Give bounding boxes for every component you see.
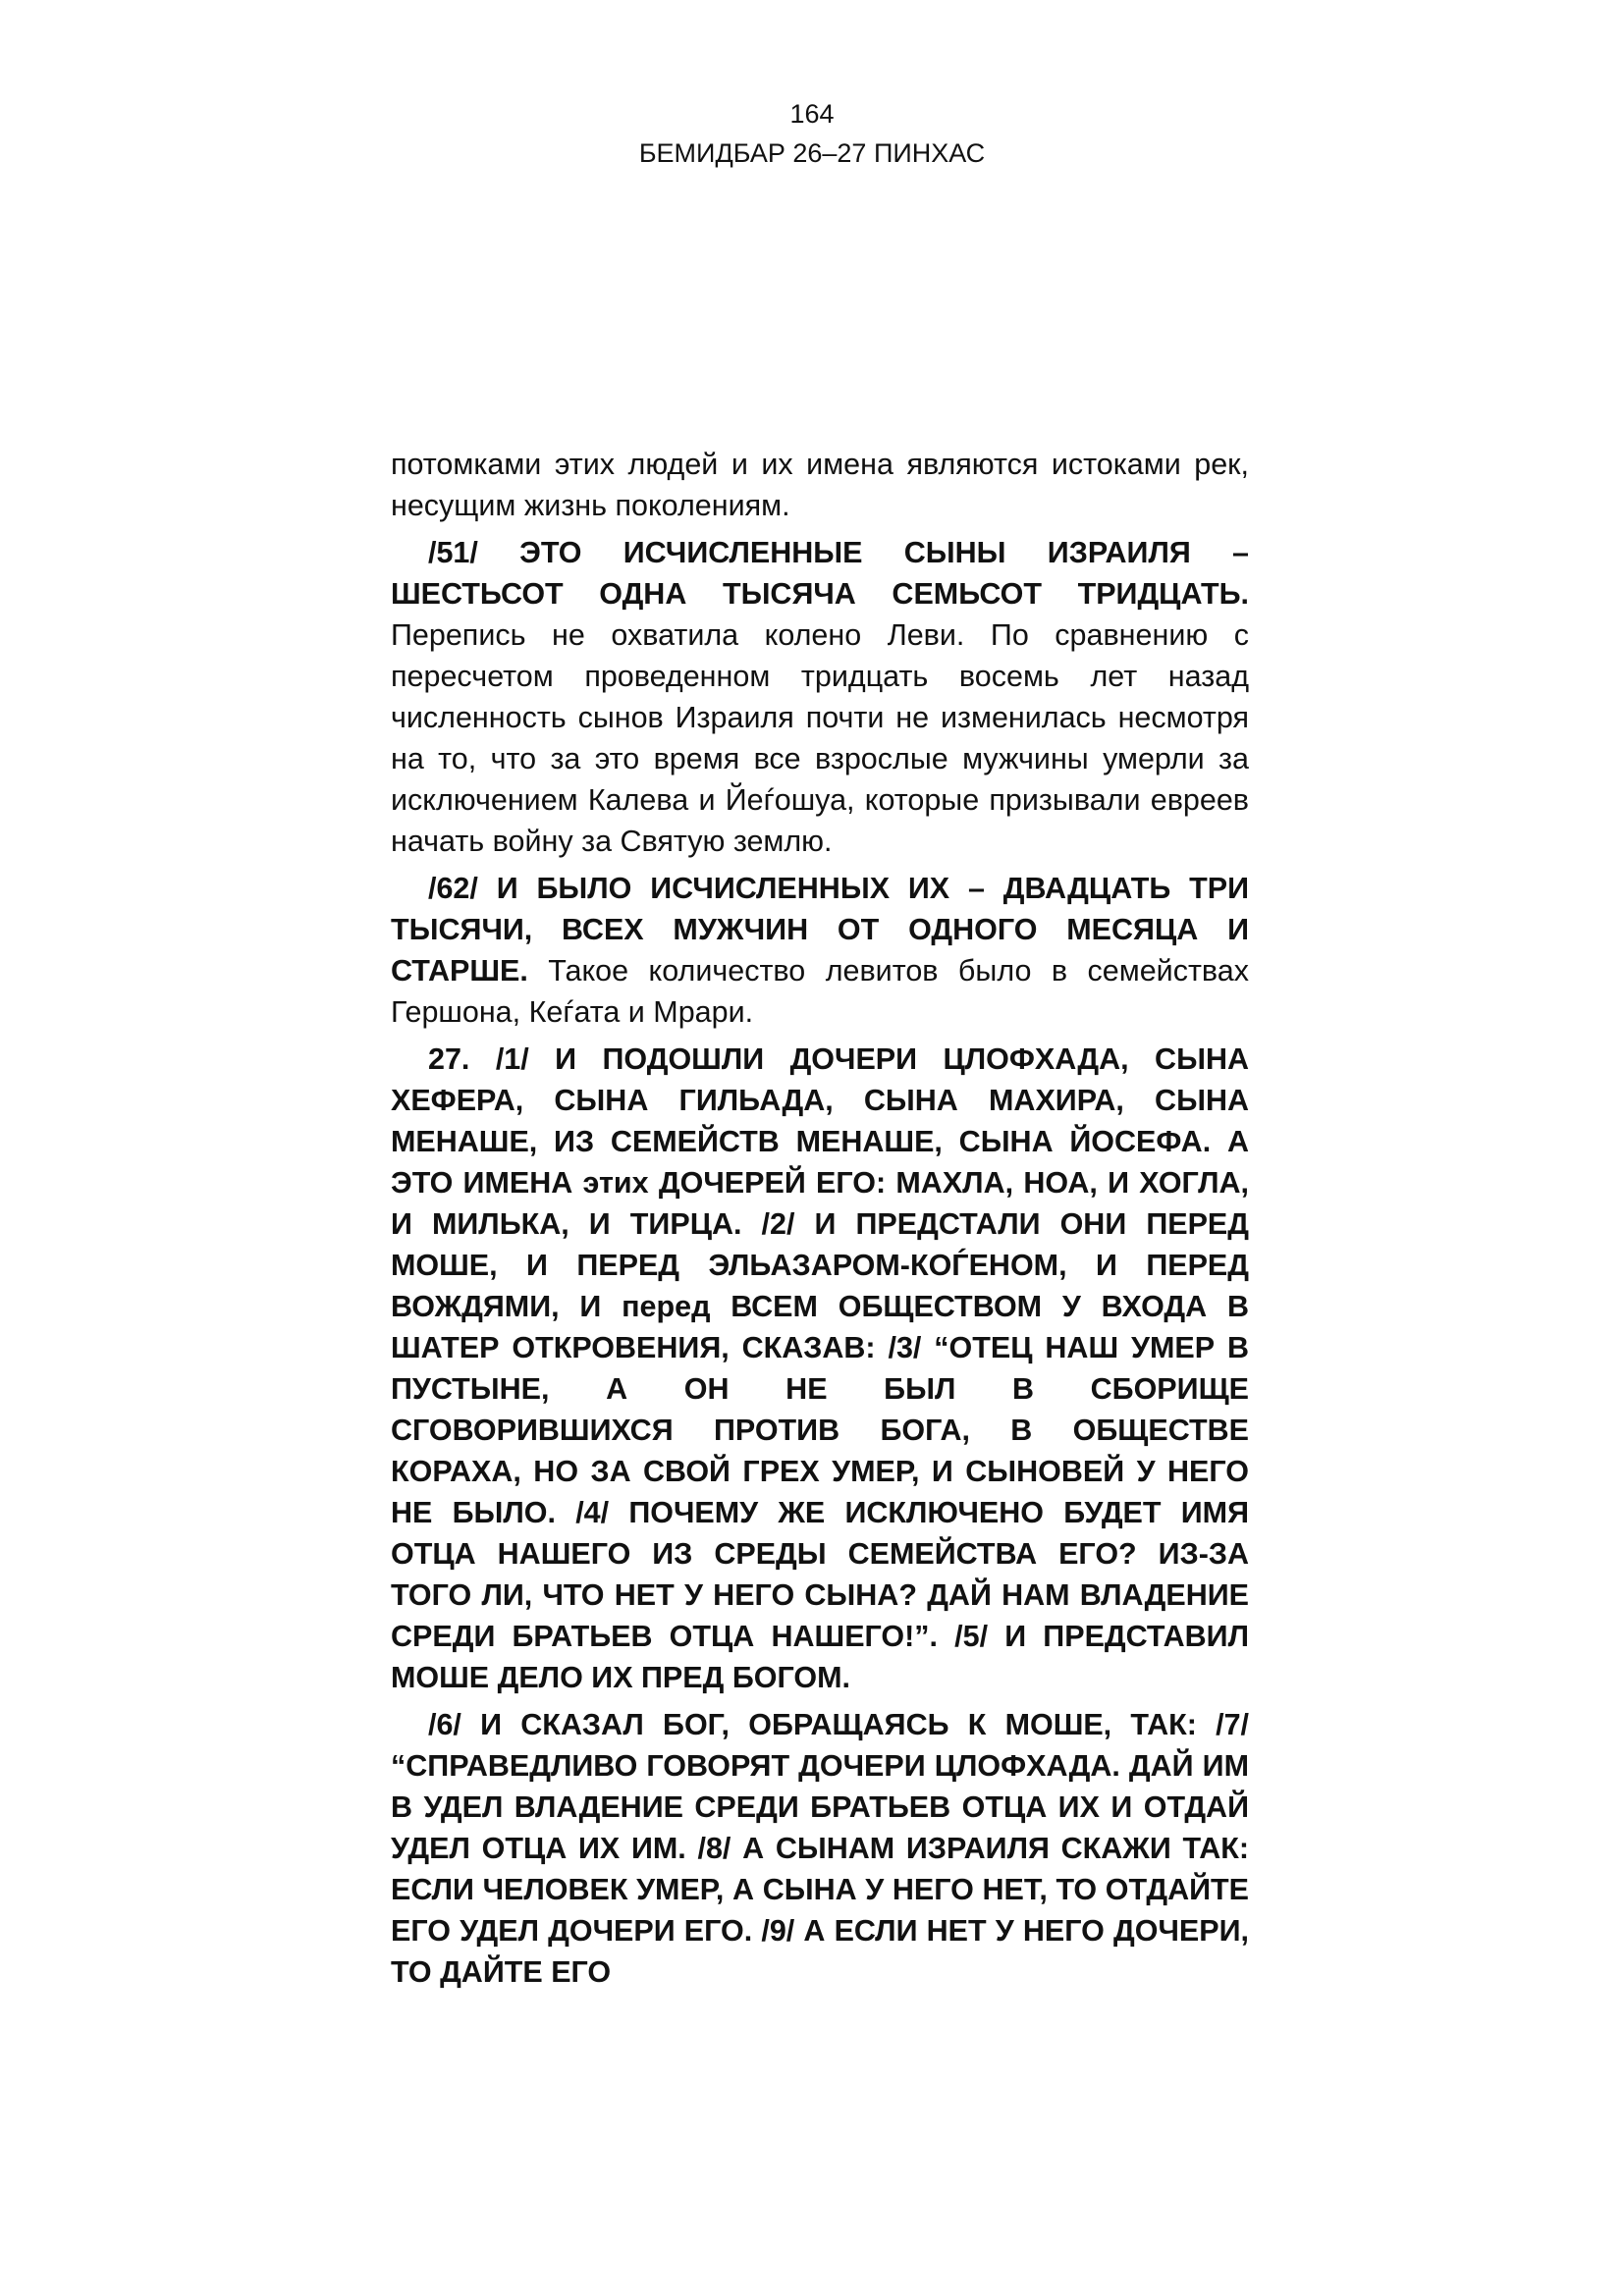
paragraph-verse-6 xyxy=(391,1704,1249,1993)
running-title: БЕМИДБАР 26–27 ПИНХАС xyxy=(638,138,986,168)
body-text xyxy=(391,444,1249,1999)
paragraph-verse-62 xyxy=(391,868,1249,1033)
paragraph-plain-text: потомками этих людей и их имена являются истоками рек, несущим жизнь поколениям. xyxy=(391,448,1249,522)
verse-text-bold: /6/ И СКАЗАЛ БОГ, ОБРАЩАЯСЬ К МОШЕ, ТАК: /7/ “СПРАВЕДЛИВО ГОВОРЯТ ДОЧЕРИ ЦЛОФХАДА. ДАЙ ИМ В УДЕЛ ВЛАДЕНИЕ СРЕДИ БРАТЬЕВ ОТЦА ИХ И ОТДАЙ УДЕЛ ОТЦА ИХ ИМ. /8/ А СЫНАМ ИЗРАИЛЯ СКАЖИ ТАК: ЕСЛИ ЧЕЛОВЕК УМЕР, А СЫНА У НЕГО НЕТ, ТО ОТДАЙТЕ ЕГО УДЕЛ ДОЧЕРИ ЕГО. /9/ А ЕСЛИ НЕТ У НЕГО ДОЧЕРИ, ТО ДАЙТЕ ЕГО xyxy=(391,1708,1249,1989)
verse-text-bold: /62/ И БЫЛО ИСЧИСЛЕННЫХ ИХ – ДВАДЦАТЬ ТРИ ТЫСЯЧИ, ВСЕХ МУЖЧИН ОТ ОДНОГО МЕСЯЦА И СТАРШЕ. xyxy=(391,872,1249,988)
page-header xyxy=(0,94,1624,173)
paragraph-chapter-27 xyxy=(391,1039,1249,1698)
paragraph-continuation xyxy=(391,444,1249,526)
page-number: 164 xyxy=(789,99,835,129)
commentary-text: Перепись не охватила колено Леви. По сравнению с пересчетом проведенном тридцать восемь лет назад численность сынов Израиля почти не изменилась несмотря на то, что за это время все взрослые мужчины умерли за исключением Калева и Йеѓошуа, которые призывали евреев начать войну за Святую землю. xyxy=(391,618,1249,858)
commentary-text: Такое количество левитов было в семействах Гершона, Кеѓата и Мрари. xyxy=(391,954,1249,1029)
verse-text-bold: /51/ ЭТО ИСЧИСЛЕННЫЕ СЫНЫ ИЗРАИЛЯ – ШЕСТЬСОТ ОДНА ТЫСЯЧА СЕМЬСОТ ТРИДЦАТЬ. xyxy=(391,536,1249,611)
paragraph-verse-51 xyxy=(391,532,1249,862)
verse-text-bold: 27. /1/ И ПОДОШЛИ ДОЧЕРИ ЦЛОФХАДА, СЫНА ХЕФЕРА, СЫНА ГИЛЬАДА, СЫНА МАХИРА, СЫНА МЕНАШЕ, ИЗ СЕМЕЙСТВ МЕНАШЕ, СЫНА ЙОСЕФА. А ЭТО ИМЕНА этих ДОЧЕРЕЙ ЕГО: МАХЛА, НОА, И ХОГЛА, И МИЛЬКА, И ТИРЦА. /2/ И ПРЕДСТАЛИ ОНИ ПЕРЕД МОШЕ, И ПЕРЕД ЭЛЬАЗАРОМ-КОЃЕНОМ, И ПЕРЕД ВОЖДЯМИ, И перед ВСЕМ ОБЩЕСТВОМ У ВХОДА В ШАТЕР ОТКРОВЕНИЯ, СКАЗАВ: /3/ “ОТЕЦ НАШ УМЕР В ПУСТЫНЕ, А ОН НЕ БЫЛ В СБОРИЩЕ СГОВОРИВШИХСЯ ПРОТИВ БОГА, В ОБЩЕСТВЕ КОРАХА, НО ЗА СВОЙ ГРЕХ УМЕР, И СЫНОВЕЙ У НЕГО НЕ БЫЛО. /4/ ПОЧЕМУ ЖЕ ИСКЛЮЧЕНО БУДЕТ ИМЯ ОТЦА НАШЕГО ИЗ СРЕДЫ СЕМЕЙСТВА ЕГО? ИЗ-ЗА ТОГО ЛИ, ЧТО НЕТ У НЕГО СЫНА? ДАЙ НАМ ВЛАДЕНИЕ СРЕДИ БРАТЬЕВ ОТЦА НАШЕГО!”. /5/ И ПРЕДСТАВИЛ МОШЕ ДЕЛО ИХ ПРЕД БОГОМ. xyxy=(391,1042,1249,1694)
